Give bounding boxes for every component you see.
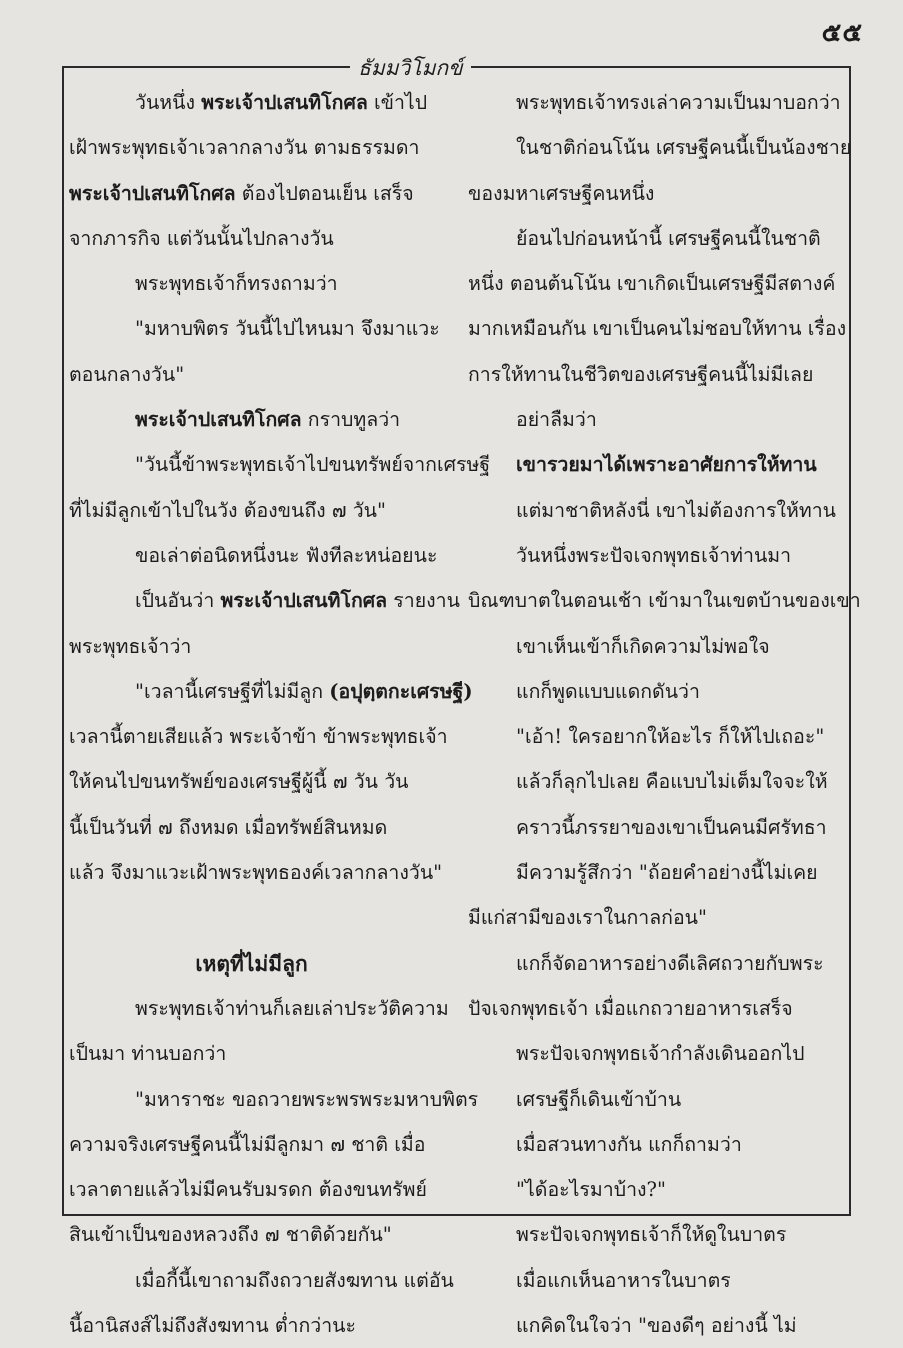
- text-line: [468, 578, 861, 623]
- text-line: [468, 941, 833, 986]
- text-line: [69, 759, 434, 804]
- text-line: [69, 488, 434, 533]
- text-span: "มหาราชะ ขอถวายพระพรพระมหาบพิตร: [135, 1087, 479, 1111]
- text-line: [69, 261, 434, 306]
- text-span: วันหนึ่ง: [135, 91, 202, 114]
- text-span: คราวนี้ภรรยาของเขาเป็นคนมีศรัทธา: [516, 815, 827, 839]
- text-span: เมื่อแกเห็นอาหารในบาตร: [516, 1268, 731, 1292]
- page-number: ๕๕: [821, 18, 863, 48]
- text-span: แกก็พูดแบบแดกดันว่า: [516, 679, 700, 703]
- text-line: [69, 80, 434, 125]
- text-line: [468, 306, 847, 351]
- text-line: [69, 578, 460, 623]
- text-line: [468, 261, 836, 306]
- text-line: [69, 1031, 434, 1076]
- text-span: นี้เป็นวันที่ ๗ ถึงหมด เมื่อทรัพย์สินหมด: [69, 815, 388, 839]
- text-span: ความจริงเศรษฐีคนนี้ไม่มีลูกมา ๗ ชาติ เมื่อ: [69, 1132, 426, 1156]
- text-line: [69, 533, 438, 578]
- text-line: [468, 714, 833, 759]
- text-line: [69, 397, 434, 442]
- text-line: [468, 533, 833, 578]
- text-span: "เวลานี้เศรษฐีที่ไม่มีลูก: [135, 679, 330, 703]
- text-span: แกก็จัดอาหารอย่างดีเลิศถวายกับพระ: [516, 951, 824, 975]
- text-span: มีแก่สามีของเราในกาลก่อน": [468, 906, 707, 930]
- text-line: [69, 714, 448, 759]
- text-span: หนึ่ง ตอนต้นโน้น เขาเกิดเป็นเศรษฐีมีสตางค์: [468, 272, 836, 296]
- text-span: ขอเล่าต่อนิดหนึ่งนะ ฟังทีละหน่อยนะ: [135, 543, 438, 567]
- text-span: เฝ้าพระพุทธเจ้าเวลากลางวัน ตามธรรมดา: [69, 136, 420, 160]
- text-span: สินเข้าเป็นของหลวงถึง ๗ ชาติด้วยกัน": [69, 1223, 392, 1247]
- text-line: [69, 805, 434, 850]
- text-line: [468, 397, 833, 442]
- text-line: [468, 80, 841, 125]
- text-span: พระปัจเจกพุทธเจ้าก็ให้ดูในบาตร: [516, 1223, 787, 1247]
- text-line: [69, 895, 434, 940]
- text-span: พระพุทธเจ้าทรงเล่าความเป็นมาบอกว่า: [516, 91, 841, 114]
- text-line: [468, 669, 833, 714]
- text-line: [69, 352, 434, 397]
- text-line: [468, 488, 836, 533]
- section-heading: [69, 941, 434, 986]
- text-span: แล้ว จึงมาแวะเฝ้าพระพุทธองค์เวลากลางวัน": [69, 861, 443, 885]
- text-span: ตอนกลางวัน": [69, 362, 185, 386]
- text-span: เป็นอันว่า: [135, 589, 221, 613]
- text-span: แล้วก็ลุกไปเลย คือแบบไม่เต็มใจจะให้: [516, 770, 828, 794]
- text-span: "วันนี้ข้าพระพุทธเจ้าไปขนทรัพย์จากเศรษฐี: [135, 453, 491, 477]
- text-line: [468, 759, 833, 804]
- text-span: มีความรู้สึกว่า "ถ้อยคำอย่างนี้ไม่เคย: [516, 861, 818, 885]
- text-line: [468, 1212, 833, 1257]
- text-line: [468, 1031, 833, 1076]
- text-span: พระพุทธเจ้าก็ทรงถามว่า: [135, 272, 338, 296]
- text-line: [69, 442, 491, 487]
- text-span: แกคิดในใจว่า "ของดีๆ อย่างนี้ ไม่: [516, 1314, 797, 1338]
- text-line: [69, 669, 473, 714]
- text-span: พระพุทธเจ้าว่า: [69, 634, 192, 658]
- text-span: เขาเห็นเข้าก็เกิดความไม่พอใจ: [516, 634, 770, 658]
- text-line: [468, 895, 833, 940]
- bold-text: พระเจ้าปเสนทิโกศล: [220, 589, 388, 613]
- bold-text: พระเจ้าปเสนทิโกศล: [69, 181, 236, 205]
- text-span: บิณฑบาตในตอนเช้า เข้ามาในเขตบ้านของเขา: [468, 589, 861, 613]
- text-line: [69, 1077, 479, 1122]
- text-span: เข้าไป: [367, 91, 428, 114]
- text-line: [468, 442, 833, 487]
- text-span: เมื่อกี้นี้เขาถามถึงถวายสังฆทาน แต่อัน: [135, 1268, 454, 1292]
- text-line: [468, 850, 833, 895]
- text-span: เวลานี้ตายเสียแล้ว พระเจ้าข้า ข้าพระพุทธเจ้า: [69, 725, 448, 749]
- text-line: [69, 1122, 434, 1167]
- text-line: [468, 1122, 833, 1167]
- text-span: การให้ทานในชีวิตของเศรษฐีคนนี้ไม่มีเลย: [468, 362, 814, 386]
- text-line: [468, 216, 833, 261]
- text-span: แต่มาชาติหลังนี่ เขาไม่ต้องการให้ทาน: [516, 498, 836, 522]
- text-span: ต้องไปตอนเย็น เสร็จ: [235, 181, 414, 205]
- text-line: [468, 1077, 833, 1122]
- text-span: กราบทูลว่า: [301, 408, 401, 432]
- text-span: มากเหมือนกัน เขาเป็นคนไม่ชอบให้ทาน เรื่อง: [468, 317, 847, 341]
- text-line: [468, 1303, 833, 1348]
- text-line: [69, 624, 434, 669]
- text-line: [69, 986, 449, 1031]
- text-span: "มหาบพิตร วันนี้ไปไหนมา จึงมาแวะ: [135, 317, 440, 341]
- bold-text: พระเจ้าปเสนทิโกศล: [201, 91, 368, 114]
- bold-text: เขารวยมาได้เพราะอาศัยการให้ทาน: [516, 453, 817, 477]
- text-span: จากภารกิจ แต่วันนั้นไปกลางวัน: [69, 226, 334, 250]
- text-span: อย่าลืมว่า: [516, 408, 597, 432]
- text-span: ของมหาเศรษฐีคนหนึ่ง: [468, 181, 655, 205]
- text-line: [468, 125, 852, 170]
- text-line: [69, 850, 443, 895]
- text-span: "ได้อะไรมาบ้าง?": [516, 1178, 666, 1202]
- text-span: วันหนึ่งพระปัจเจกพุทธเจ้าท่านมา: [516, 543, 792, 567]
- bold-text: เหตุที่ไม่มีลูก: [195, 950, 308, 976]
- text-line: [468, 1258, 833, 1303]
- text-span: รายงาน: [387, 589, 460, 613]
- bold-text: พระเจ้าปเสนทิโกศล: [135, 408, 302, 432]
- text-span: เศรษฐีก็เดินเข้าบ้าน: [516, 1087, 682, 1111]
- left-column: [69, 80, 491, 1348]
- text-span: เวลาตายแล้วไม่มีคนรับมรดก ต้องขนทรัพย์: [69, 1178, 427, 1202]
- text-line: [69, 1303, 434, 1348]
- text-line: [468, 1167, 833, 1212]
- text-line: [468, 352, 833, 397]
- text-span: "เอ้า! ใครอยากให้อะไร ก็ให้ไปเถอะ": [516, 725, 825, 749]
- text-span: ย้อนไปก่อนหน้านี้ เศรษฐีคนนี้ในชาติ: [516, 226, 821, 250]
- text-line: [69, 1167, 434, 1212]
- text-span: ปัจเจกพุทธเจ้า เมื่อแกถวายอาหารเสร็จ: [468, 996, 793, 1020]
- text-span: ให้คนไปขนทรัพย์ของเศรษฐีผู้นี้ ๗ วัน วัน: [69, 770, 409, 794]
- text-line: [69, 125, 434, 170]
- text-line: [69, 171, 434, 216]
- text-span: พระพุทธเจ้าท่านก็เลยเล่าประวัติความ: [135, 996, 449, 1020]
- text-span: นี้อานิสงส์ไม่ถึงสังฆทาน ต่ำกว่านะ: [69, 1314, 356, 1338]
- text-span: เมื่อสวนทางกัน แกก็ถามว่า: [516, 1132, 742, 1156]
- text-line: [69, 306, 440, 351]
- text-line: [468, 805, 833, 850]
- text-line: [69, 1212, 434, 1257]
- running-header: ธัมมวิโมกข์: [350, 52, 471, 85]
- text-line: [468, 986, 833, 1031]
- text-line: [69, 216, 434, 261]
- text-span: ในชาติก่อนโน้น เศรษฐีคนนี้เป็นน้องชาย: [516, 136, 852, 160]
- text-span: ที่ไม่มีลูกเข้าไปในวัง ต้องขนถึง ๗ วัน": [69, 498, 386, 522]
- text-span: พระปัจเจกพุทธเจ้ากำลังเดินออกไป: [516, 1042, 805, 1066]
- text-line: [468, 624, 833, 669]
- text-line: [468, 171, 833, 216]
- text-span: เป็นมา ท่านบอกว่า: [69, 1042, 227, 1066]
- text-line: [69, 1258, 454, 1303]
- right-column: [468, 80, 861, 1348]
- bold-text: (อปุตฺตกะเศรษฐี): [329, 679, 473, 703]
